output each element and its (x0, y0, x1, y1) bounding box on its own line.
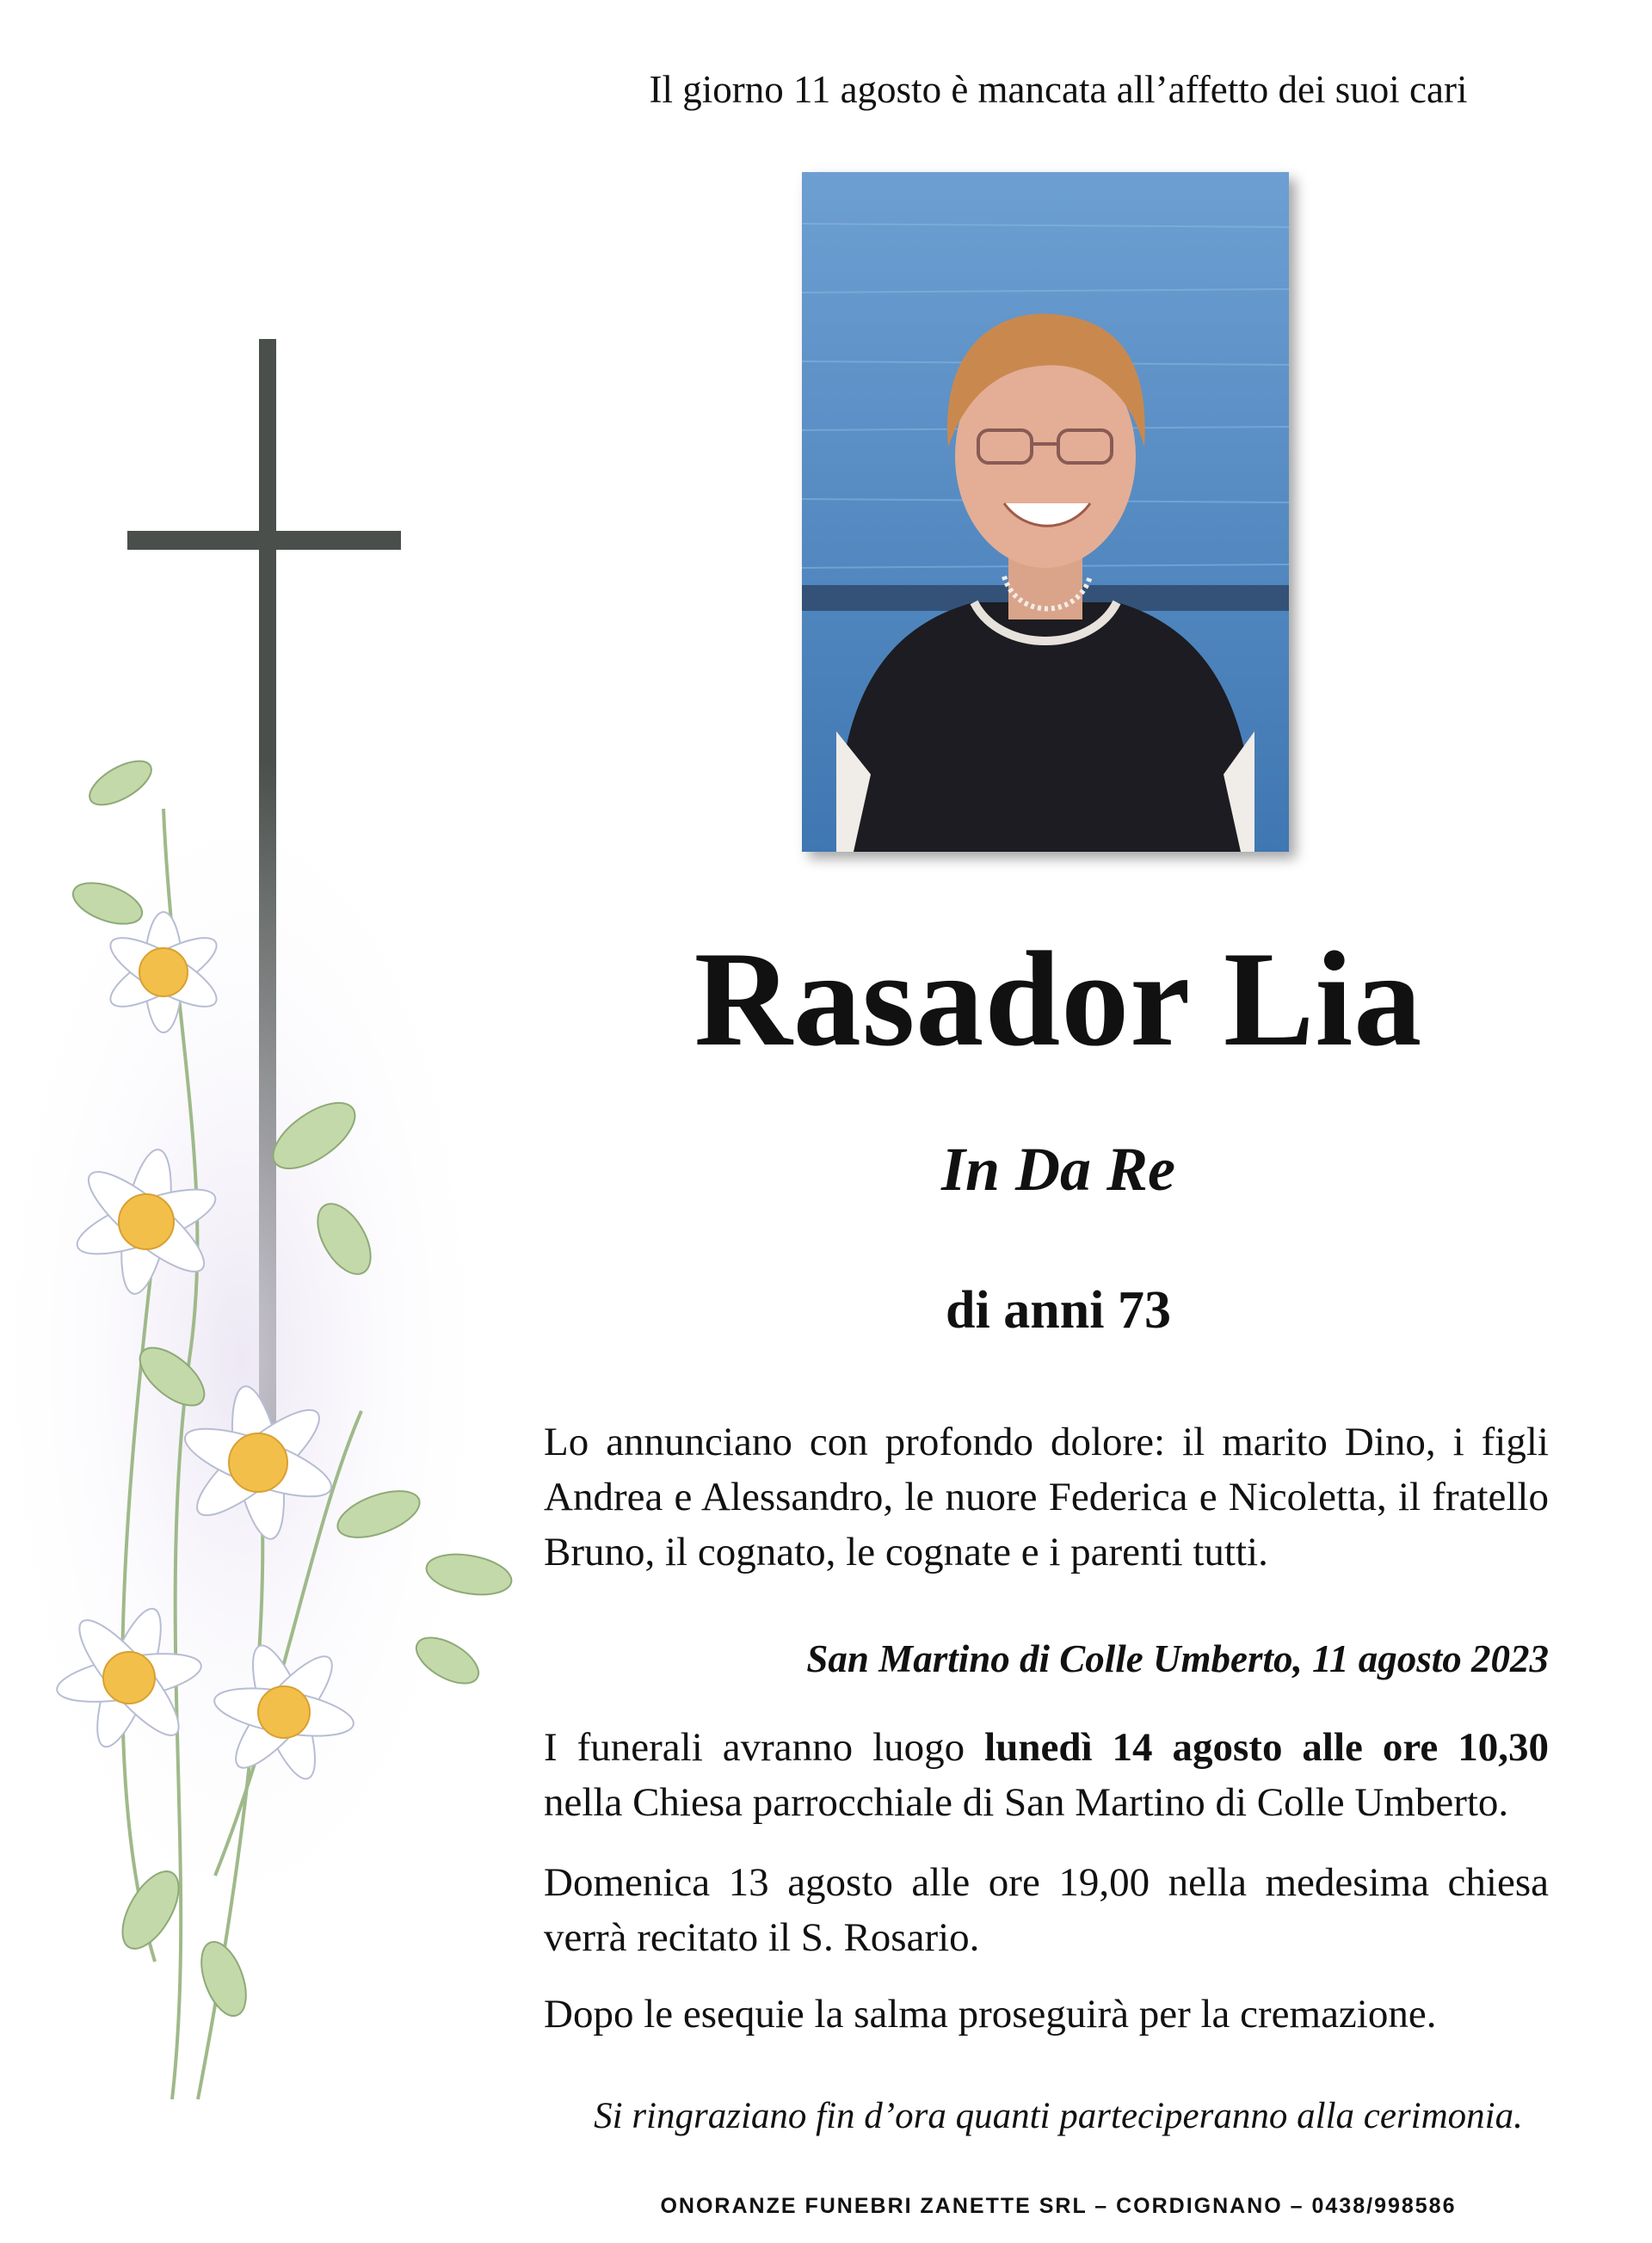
funeral-prefix: I funerali avranno luogo (544, 1725, 985, 1770)
intro-line: Il giorno 11 agosto è mancata all’affetto dei suoi cari (649, 68, 1468, 111)
cremation-text: Dopo le esequie la salma proseguirà per la cremazione. (544, 1992, 1437, 2037)
deceased-name: Rasador Lia (693, 924, 1423, 1075)
funeral-home-footer: ONORANZE FUNEBRI ZANETTE SRL – CORDIGNANO – 0438/998586 (660, 2194, 1457, 2218)
funeral-suffix: nella Chiesa parrocchiale di San Martino di Colle Umberto. (544, 1779, 1509, 1825)
cross-arm (127, 531, 401, 550)
rosary-text: Domenica 13 agosto alle ore 19,00 nella medesima chiesa verrà recitato il S. Rosario. (544, 1860, 1549, 1960)
portrait-photo-icon (802, 172, 1289, 852)
flowers-icon (0, 757, 551, 2134)
announcement-text: Lo annunciano con profondo dolore: il marito Dino, i figli Andrea e Alessandro, le nuore Federica e Nicoletta, il fratello Bruno, il cognato, le cognate e i parenti tutti. (544, 1420, 1549, 1574)
maiden-name: In Da Re (940, 1135, 1176, 1204)
decoration (0, 0, 551, 2243)
funeral-date-time: lunedì 14 agosto alle ore 10,30 (984, 1725, 1549, 1770)
funeral-text (544, 1721, 1549, 1831)
thanks-text: Si ringraziano fin d’ora quanti parteciperanno alla cerimonia. (594, 2096, 1523, 2136)
portrait-photo (802, 172, 1289, 852)
age-line: di anni 73 (946, 1281, 1171, 1340)
place-date: San Martino di Colle Umberto, 11 agosto 2023 (806, 1637, 1549, 1680)
